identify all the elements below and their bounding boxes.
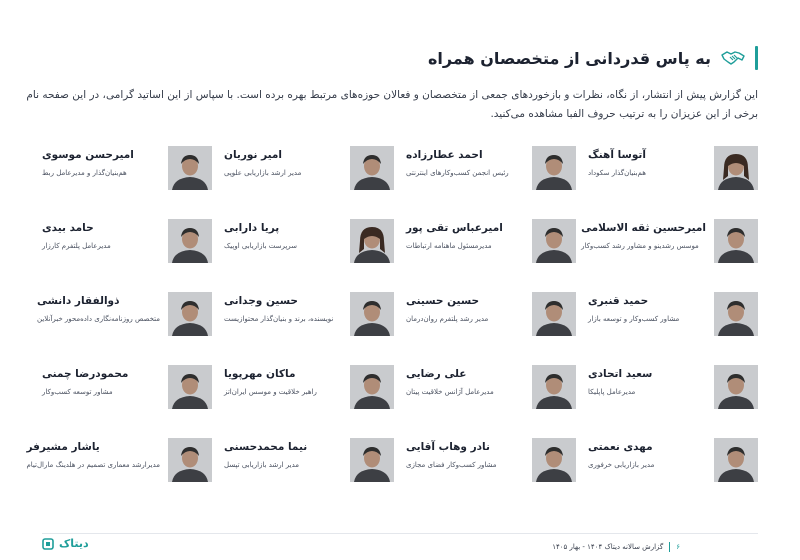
expert-card: [224, 365, 394, 411]
expert-role: هم‌بنیان‌گذار سکوداد: [588, 169, 646, 177]
expert-photo: [714, 292, 758, 336]
experts-grid: [26, 146, 758, 486]
expert-card: [588, 292, 758, 338]
expert-info: [406, 292, 524, 325]
expert-info: [588, 438, 706, 471]
expert-info: [588, 146, 706, 179]
portrait-icon: [714, 146, 758, 190]
portrait-icon: [350, 146, 394, 190]
expert-card: [224, 438, 394, 484]
expert-role: مدیرارشد معماری تصمیم در هلدینگ مارال‌تیام: [26, 461, 160, 469]
brand-logo: [42, 537, 89, 550]
expert-info: [406, 146, 524, 179]
footer-separator: [669, 542, 670, 552]
expert-photo: [532, 365, 576, 409]
portrait-icon: [714, 365, 758, 409]
expert-name: حامد بیدی: [42, 222, 94, 234]
expert-name: آتوسا آهنگ: [588, 149, 646, 161]
expert-name: امیرحسین ثقه الاسلامی: [581, 222, 706, 234]
portrait-icon: [532, 365, 576, 409]
expert-photo: [350, 146, 394, 190]
intro-line-2: برخی از این عزیزان را به ترتیب حروف الفبا مشاهده می‌کنید.: [490, 108, 758, 120]
expert-card: [224, 146, 394, 192]
expert-card: [406, 365, 576, 411]
expert-info: [224, 365, 342, 398]
expert-info: [224, 219, 342, 252]
portrait-icon: [168, 146, 212, 190]
expert-card: [588, 438, 758, 484]
expert-photo: [532, 146, 576, 190]
expert-card: [42, 365, 212, 411]
expert-role: مشاور توسعه کسب‌وکار: [42, 388, 113, 396]
expert-info: [406, 438, 524, 471]
portrait-icon: [168, 365, 212, 409]
title-accent-bar: [755, 46, 758, 70]
expert-photo: [532, 438, 576, 482]
portrait-icon: [350, 438, 394, 482]
expert-info: [42, 219, 160, 252]
expert-photo: [350, 365, 394, 409]
expert-info: [42, 146, 160, 179]
expert-name: محمودرضا چمنی: [42, 368, 129, 380]
portrait-icon: [350, 365, 394, 409]
expert-info: [37, 292, 160, 325]
portrait-icon: [532, 146, 576, 190]
expert-name: مهدی نعمتی: [588, 441, 653, 453]
expert-name: امیرعباس تقی پور: [406, 222, 503, 234]
expert-role: مدیر ارشد بازاریابی علوپی: [224, 169, 302, 177]
expert-role: مدیرعامل آژانس خلاقیت پیتان: [406, 388, 494, 396]
expert-role: مدیر رشد پلتفرم روان‌درمان: [406, 315, 489, 323]
expert-name: امیرحسن موسوی: [42, 149, 134, 161]
expert-role: مدیرمسئول ماهنامه ارتباطات: [406, 242, 492, 250]
expert-card: [37, 292, 212, 338]
expert-role: مدیرعامل پاپلیکا: [588, 388, 636, 396]
portrait-icon: [350, 219, 394, 263]
expert-name: حسین وجدانی: [224, 295, 298, 307]
expert-photo: [168, 365, 212, 409]
portrait-icon: [168, 438, 212, 482]
expert-photo: [168, 219, 212, 263]
expert-role: موسس رشدینو و مشاور رشد کسب‌وکار: [581, 242, 699, 250]
logo-text: دیتاک: [59, 537, 89, 550]
expert-name: نادر وهاب آقایی: [406, 441, 490, 453]
expert-photo: [350, 438, 394, 482]
expert-role: مشاور کسب‌وکار فضای مجازی: [406, 461, 497, 469]
logo-mark-icon: [42, 538, 54, 550]
expert-role: هم‌بنیان‌گذار و مدیرعامل ربط: [42, 169, 127, 177]
expert-card: [588, 146, 758, 192]
expert-name: احمد عطارزاده: [406, 149, 483, 161]
expert-name: نیما محمدحسنی: [224, 441, 308, 453]
footer-divider: [42, 533, 758, 534]
portrait-icon: [532, 292, 576, 336]
expert-role: راهبر خلاقیت و موسس ایران‌اتز: [224, 388, 317, 396]
expert-photo: [168, 292, 212, 336]
expert-info: [581, 219, 706, 252]
expert-photo: [350, 292, 394, 336]
page-number: ۶: [676, 543, 680, 551]
expert-photo: [714, 219, 758, 263]
expert-role: رئیس انجمن کسب‌وکارهای اینترنتی: [406, 169, 509, 177]
footer-page-info: [552, 542, 680, 552]
expert-card: [406, 146, 576, 192]
expert-name: یاشار مشیرفر: [26, 441, 100, 453]
expert-name: سعید اتحادی: [588, 368, 653, 380]
expert-name: امیر نوریان: [224, 149, 282, 161]
expert-role: مدیر بازاریابی خرفوری: [588, 461, 655, 469]
expert-info: [224, 146, 342, 179]
expert-photo: [168, 438, 212, 482]
expert-role: مدیرعامل پلتفرم کارزار: [42, 242, 111, 250]
expert-info: [406, 365, 524, 398]
expert-name: حسین حسینی: [406, 295, 480, 307]
expert-photo: [714, 146, 758, 190]
portrait-icon: [532, 438, 576, 482]
portrait-icon: [714, 219, 758, 263]
portrait-icon: [532, 219, 576, 263]
expert-photo: [532, 219, 576, 263]
expert-info: [406, 219, 524, 252]
portrait-icon: [168, 292, 212, 336]
expert-info: [224, 438, 342, 471]
expert-info: [224, 292, 342, 325]
expert-name: ماکان مهرپویا: [224, 368, 296, 380]
expert-card: [42, 219, 212, 265]
intro-paragraph: [26, 86, 758, 124]
expert-info: [42, 365, 160, 398]
expert-photo: [714, 365, 758, 409]
expert-info: [588, 365, 706, 398]
expert-card: [406, 438, 576, 484]
expert-card: [26, 438, 212, 484]
expert-role: مشاور کسب‌وکار و توسعه بازار: [588, 315, 680, 323]
expert-role: متخصص روزنامه‌نگاری داده‌محور خبرآنلاین: [37, 315, 160, 323]
portrait-icon: [168, 219, 212, 263]
report-label: گزارش سالانه دیتاک ۱۴۰۴ - بهار ۱۴۰۵: [552, 543, 664, 551]
intro-line-1: این گزارش پیش از انتشار، از نگاه، نظرات و بازخوردهای جمعی از متخصصان و فعالان حوزه‌های مرتبط بهره برده است. با سپاس از این اساتید گرامی، در این صفحه نام: [26, 89, 758, 101]
expert-card: [406, 219, 576, 265]
expert-card: [588, 365, 758, 411]
header: [428, 46, 758, 70]
expert-card: [42, 146, 212, 192]
expert-card: [581, 219, 758, 265]
portrait-icon: [714, 438, 758, 482]
expert-info: [588, 292, 706, 325]
expert-name: ذوالفقار دانشی: [37, 295, 120, 307]
portrait-icon: [350, 292, 394, 336]
expert-name: حمید قنبری: [588, 295, 649, 307]
expert-card: [224, 219, 394, 265]
expert-role: سرپرست بازاریابی اوپیک: [224, 242, 298, 250]
expert-role: مدیر ارشد بازاریابی تپسل: [224, 461, 300, 469]
portrait-icon: [714, 292, 758, 336]
expert-photo: [714, 438, 758, 482]
expert-name: پریا دارابی: [224, 222, 280, 234]
page-title: به پاس قدردانی از متخصصان همراه: [427, 48, 711, 68]
expert-card: [224, 292, 394, 338]
expert-name: علی رضایی: [406, 368, 467, 380]
expert-info: [26, 438, 160, 471]
expert-photo: [532, 292, 576, 336]
expert-card: [406, 292, 576, 338]
expert-role: نویسنده، برند و بنیان‌گذار محتوازیست: [224, 315, 334, 323]
handshake-icon: [721, 49, 745, 67]
expert-photo: [168, 146, 212, 190]
expert-photo: [350, 219, 394, 263]
